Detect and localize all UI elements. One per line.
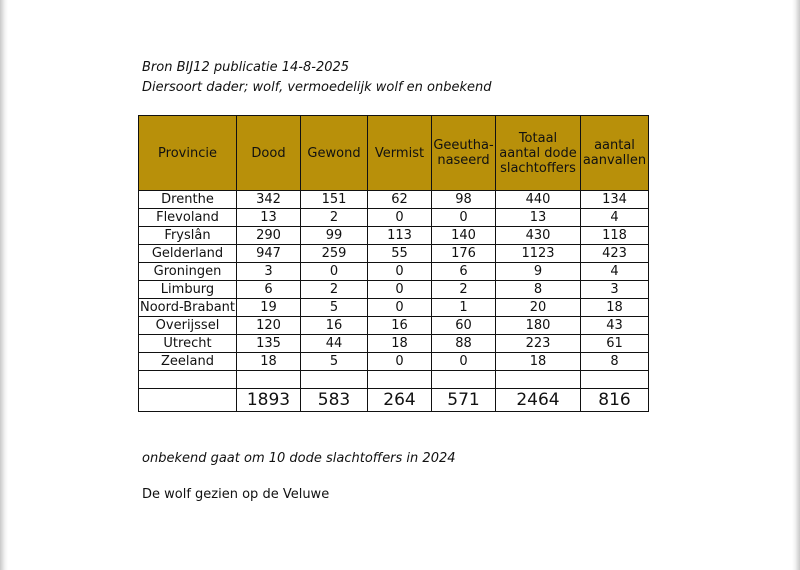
vermist-cell: 0 <box>368 353 432 371</box>
vermist-cell: 0 <box>368 263 432 281</box>
geeuthanaseerd-cell: 140 <box>432 227 496 245</box>
province-name: Limburg <box>139 281 237 299</box>
vermist-cell: 18 <box>368 335 432 353</box>
totaal-cell: 1123 <box>496 245 581 263</box>
geeuthanaseerd-cell: 176 <box>432 245 496 263</box>
totaal-cell: 440 <box>496 191 581 209</box>
header-gewond: Gewond <box>301 116 368 191</box>
footnote: onbekend gaat om 10 dode slachtoffers in 2024 <box>142 451 456 466</box>
aanvallen-cell: 18 <box>581 299 649 317</box>
vermist-cell: 0 <box>368 281 432 299</box>
empty-row <box>139 371 649 389</box>
geeuthanaseerd-cell: 0 <box>432 353 496 371</box>
empty-cell <box>301 371 368 389</box>
aanvallen-cell: 43 <box>581 317 649 335</box>
table-row <box>139 245 649 263</box>
aanvallen-cell: 61 <box>581 335 649 353</box>
dood-cell: 19 <box>237 299 301 317</box>
table-row <box>139 263 649 281</box>
aanvallen-cell: 8 <box>581 353 649 371</box>
header-geeuthanaseerd: Geeutha- naseerd <box>432 116 496 191</box>
geeuthanaseerd-cell: 60 <box>432 317 496 335</box>
aanvallen-cell: 423 <box>581 245 649 263</box>
total-dood: 1893 <box>237 389 301 412</box>
province-name: Utrecht <box>139 335 237 353</box>
province-name: Drenthe <box>139 191 237 209</box>
total-label-cell <box>139 389 237 412</box>
empty-cell <box>496 371 581 389</box>
subtitle-line: Diersoort dader; wolf, vermoedelijk wolf en onbekend <box>142 80 492 95</box>
geeuthanaseerd-cell: 1 <box>432 299 496 317</box>
gewond-cell: 5 <box>301 299 368 317</box>
dood-cell: 290 <box>237 227 301 245</box>
totals-row <box>139 389 649 412</box>
province-name: Noord-Brabant <box>139 300 235 315</box>
dood-cell: 18 <box>237 353 301 371</box>
empty-cell <box>581 371 649 389</box>
aanvallen-cell: 134 <box>581 191 649 209</box>
gewond-cell: 151 <box>301 191 368 209</box>
dood-cell: 13 <box>237 209 301 227</box>
gewond-cell: 0 <box>301 263 368 281</box>
geeuthanaseerd-cell: 6 <box>432 263 496 281</box>
header-totaal-dode-slachtoffers: Totaal aantal dode slachtoffers <box>496 116 581 191</box>
totaal-cell: 18 <box>496 353 581 371</box>
table-row <box>139 317 649 335</box>
geeuthanaseerd-cell: 98 <box>432 191 496 209</box>
totaal-cell: 8 <box>496 281 581 299</box>
closing-line: De wolf gezien op de Veluwe <box>142 487 330 502</box>
vermist-cell: 62 <box>368 191 432 209</box>
gewond-cell: 5 <box>301 353 368 371</box>
aanvallen-cell: 3 <box>581 281 649 299</box>
total-vermist: 264 <box>368 389 432 412</box>
aanvallen-cell: 118 <box>581 227 649 245</box>
table-row <box>139 353 649 371</box>
empty-cell <box>237 371 301 389</box>
totaal-cell: 20 <box>496 299 581 317</box>
empty-cell <box>432 371 496 389</box>
wolf-attacks-table <box>138 115 649 412</box>
table-row <box>139 227 649 245</box>
table-row <box>139 209 649 227</box>
province-name: Flevoland <box>139 209 237 227</box>
gewond-cell: 2 <box>301 209 368 227</box>
geeuthanaseerd-cell: 88 <box>432 335 496 353</box>
dood-cell: 947 <box>237 245 301 263</box>
vermist-cell: 113 <box>368 227 432 245</box>
gewond-cell: 16 <box>301 317 368 335</box>
page-edge-right <box>792 0 800 570</box>
totaal-cell: 180 <box>496 317 581 335</box>
dood-cell: 3 <box>237 263 301 281</box>
dood-cell: 6 <box>237 281 301 299</box>
header-vermist: Vermist <box>368 116 432 191</box>
totaal-cell: 13 <box>496 209 581 227</box>
dood-cell: 342 <box>237 191 301 209</box>
table-row <box>139 335 649 353</box>
province-name: Overijssel <box>139 317 237 335</box>
header-dood: Dood <box>237 116 301 191</box>
total-geeuthanaseerd: 571 <box>432 389 496 412</box>
gewond-cell: 2 <box>301 281 368 299</box>
total-gewond: 583 <box>301 389 368 412</box>
aanvallen-cell: 4 <box>581 209 649 227</box>
vermist-cell: 16 <box>368 317 432 335</box>
gewond-cell: 259 <box>301 245 368 263</box>
province-name: Groningen <box>139 263 237 281</box>
source-line: Bron BIJ12 publicatie 14-8-2025 <box>142 60 350 75</box>
totaal-cell: 430 <box>496 227 581 245</box>
geeuthanaseerd-cell: 0 <box>432 209 496 227</box>
vermist-cell: 0 <box>368 209 432 227</box>
aanvallen-cell: 4 <box>581 263 649 281</box>
gewond-cell: 44 <box>301 335 368 353</box>
header-aantal-aanvallen: aantal aanvallen <box>581 116 649 191</box>
vermist-cell: 0 <box>368 299 432 317</box>
table-header-row <box>139 116 649 191</box>
empty-cell <box>368 371 432 389</box>
province-name: Gelderland <box>139 245 237 263</box>
header-provincie: Provincie <box>139 116 237 191</box>
table-row <box>139 281 649 299</box>
totaal-cell: 223 <box>496 335 581 353</box>
table-row <box>139 299 649 317</box>
vermist-cell: 55 <box>368 245 432 263</box>
empty-cell <box>139 371 237 389</box>
page-edge-left <box>0 0 8 570</box>
dood-cell: 135 <box>237 335 301 353</box>
totaal-cell: 9 <box>496 263 581 281</box>
table-row <box>139 191 649 209</box>
dood-cell: 120 <box>237 317 301 335</box>
province-name: Fryslân <box>139 227 237 245</box>
geeuthanaseerd-cell: 2 <box>432 281 496 299</box>
province-name: Zeeland <box>139 353 237 371</box>
gewond-cell: 99 <box>301 227 368 245</box>
total-aanvallen: 816 <box>581 389 649 412</box>
total-totaal: 2464 <box>496 389 581 412</box>
